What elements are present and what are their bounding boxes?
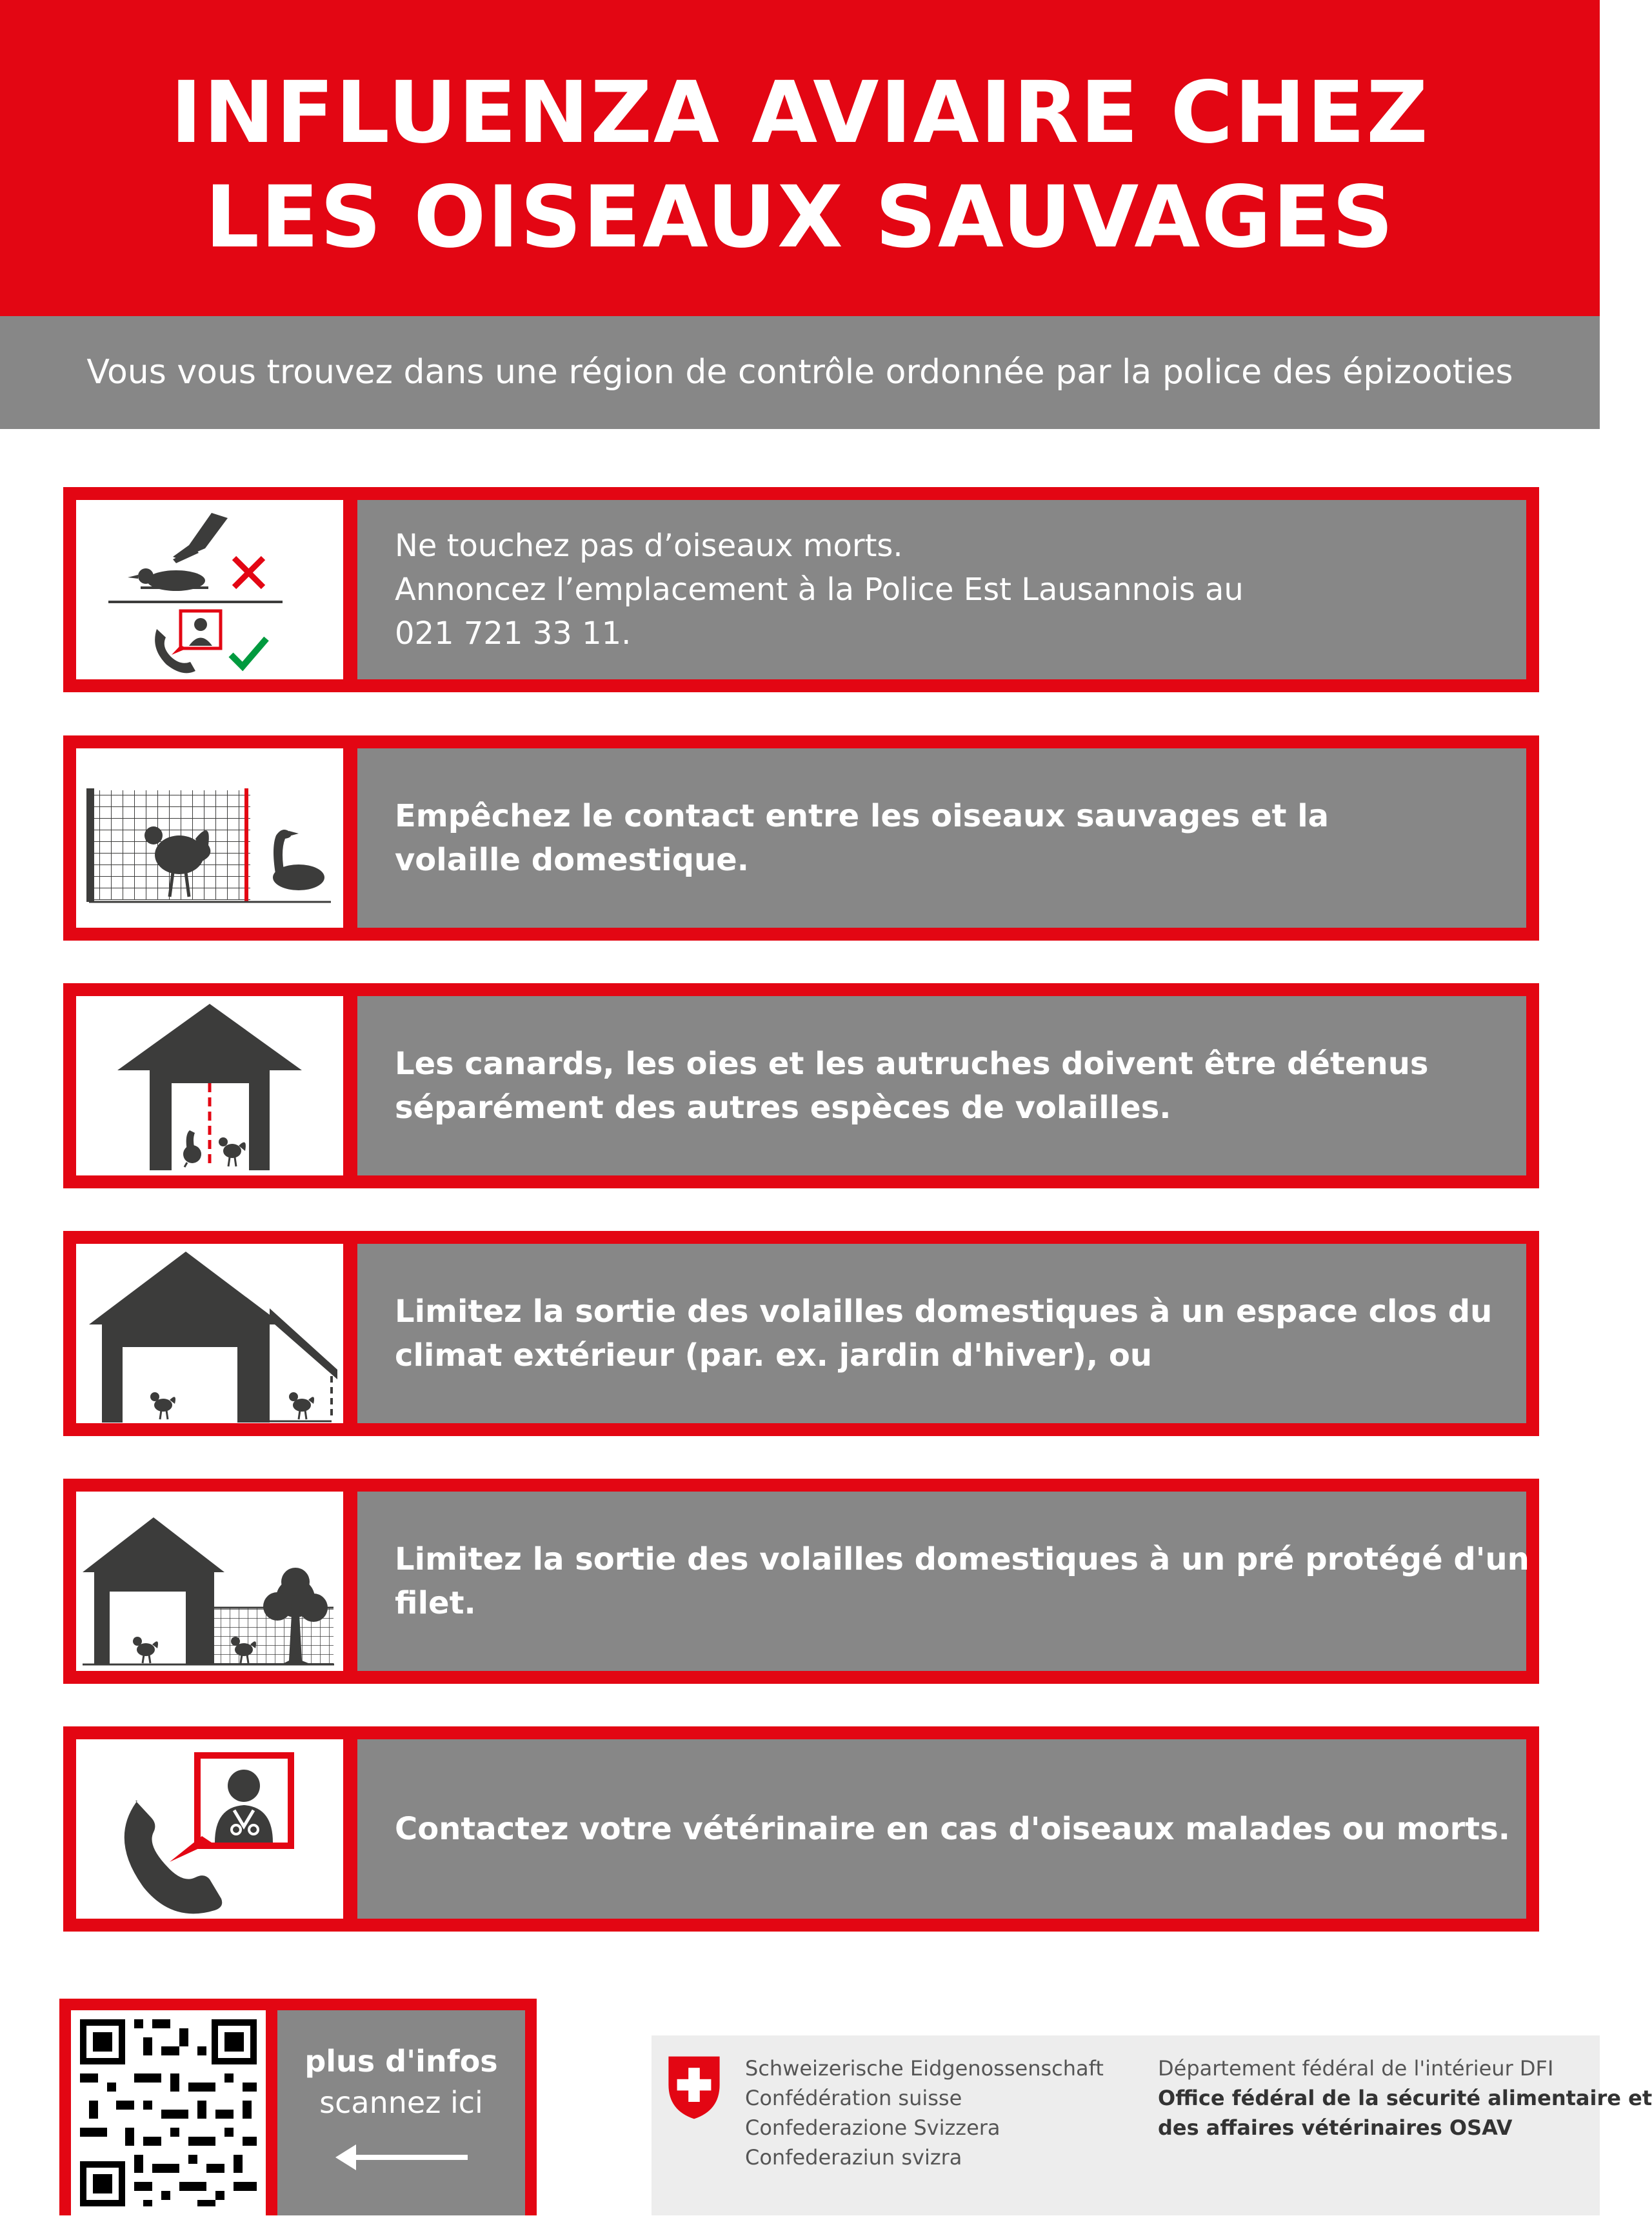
card-icon-box [76, 996, 343, 1175]
fence-rooster-duck-icon [76, 748, 343, 928]
card-dead-birds [63, 487, 1539, 692]
dead-bird-phone-icon [76, 500, 343, 679]
qr-code-area [71, 2010, 266, 2215]
confederation-name: Schweizerische Eidgenossenschaft [745, 2056, 1104, 2081]
phone-veterinarian-icon [76, 1739, 343, 1919]
card-text [357, 996, 1526, 1175]
qr-info-box [59, 1999, 537, 2215]
confederation-name: Confederazione Svizzera [745, 2115, 1000, 2140]
card-line: Limitez la sortie des volailles domestiques à un pré protégé d'un [395, 1541, 1529, 1577]
card-line: Annoncez l’emplacement à la Police Est Lausannois au [395, 572, 1244, 608]
card-contact-vet [63, 1726, 1539, 1932]
subtitle: Vous vous trouvez dans une région de contrôle ordonnée par la police des épizooties [86, 353, 1513, 392]
card-line: volaille domestique. [395, 842, 749, 878]
title-line-1: INFLUENZA AVIAIRE CHEZ [170, 63, 1429, 163]
card-text [357, 1492, 1529, 1671]
card-line: 021 721 33 11. [395, 615, 632, 652]
card-icon-box [76, 1739, 343, 1919]
card-icon-box [76, 748, 343, 928]
title-line-2: LES OISEAUX SAUVAGES [204, 168, 1395, 267]
card-net-meadow [63, 1479, 1539, 1684]
card-text [357, 1739, 1526, 1919]
confederation-name: Confédération suisse [745, 2086, 962, 2110]
card-text [357, 748, 1526, 928]
house-separated-birds-icon [76, 996, 343, 1175]
card-line: Limitez la sortie des volailles domestiques à un espace clos du [395, 1294, 1493, 1330]
card-line: climat extérieur (par. ex. jardin d'hiver), ou [395, 1337, 1153, 1374]
barn-net-meadow-icon [76, 1492, 343, 1671]
card-prevent-contact [63, 735, 1539, 941]
swiss-coat-of-arms-icon [666, 2053, 722, 2122]
barn-winter-garden-icon [76, 1244, 343, 1423]
card-separate-species [63, 983, 1539, 1188]
subtitle-banner [0, 316, 1600, 429]
confederation-names [745, 2053, 1104, 2172]
office-name-line: des affaires vétérinaires OSAV [1158, 2115, 1513, 2140]
qr-caption [277, 2010, 525, 2215]
card-line: Contactez votre vétérinaire en cas d'oiseaux malades ou morts. [395, 1811, 1511, 1847]
card-icon-box [76, 500, 343, 679]
confederation-name: Confederaziun svizra [745, 2145, 962, 2170]
office-name-line: Office fédéral de la sécurité alimentaire et [1158, 2086, 1652, 2110]
qr-code-icon[interactable] [71, 2010, 266, 2215]
card-line: filet. [395, 1585, 476, 1621]
card-text [357, 1244, 1526, 1423]
arrow-left-icon [277, 2010, 525, 2215]
card-line: Les canards, les oies et les autruches doivent être détenus [395, 1046, 1429, 1082]
federal-footer [652, 2035, 1652, 2215]
card-line: Empêchez le contact entre les oiseaux sauvages et la [395, 798, 1329, 834]
qr-more-info: plus d'infos [304, 2044, 498, 2079]
card-line: Ne touchez pas d’oiseaux morts. [395, 528, 903, 564]
qr-scan-here: scannez ici [319, 2085, 483, 2120]
card-text [357, 500, 1526, 679]
card-icon-box [76, 1492, 343, 1671]
department-name: Département fédéral de l'intérieur DFI [1158, 2056, 1554, 2081]
card-enclosed-space [63, 1231, 1539, 1436]
office-names [1158, 2053, 1652, 2143]
title-banner [0, 0, 1600, 316]
card-icon-box [76, 1244, 343, 1423]
card-line: séparément des autres espèces de volailles. [395, 1090, 1171, 1126]
